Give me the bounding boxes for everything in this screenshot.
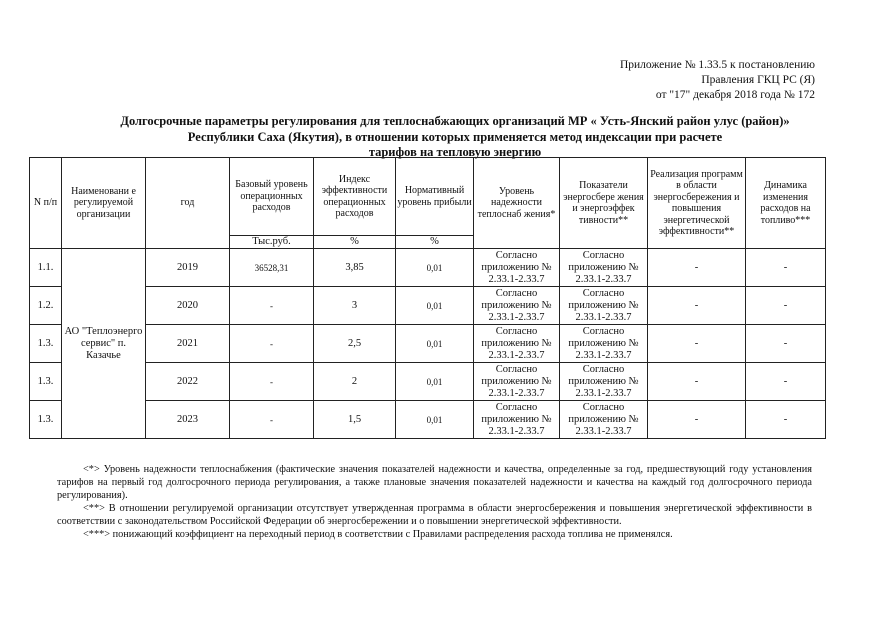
cell-programs: - [648, 249, 746, 287]
annex-line-1: Приложение № 1.33.5 к постановлению [619, 59, 815, 71]
table-row [30, 325, 826, 363]
cell-reliability: Согласно приложению № 2.33.1-2.33.7 [474, 325, 560, 363]
header-base: Базовый уровень операционных расходов [230, 158, 314, 236]
unit-profit: % [396, 236, 474, 249]
cell-programs: - [648, 363, 746, 401]
cell-programs: - [648, 287, 746, 325]
cell-index: 2,5 [314, 325, 396, 363]
cell-num: 1.3. [30, 401, 62, 439]
cell-base: 36528,31 [230, 249, 314, 287]
cell-profit: 0,01 [396, 249, 474, 287]
cell-reliability: Согласно приложению № 2.33.1-2.33.7 [474, 287, 560, 325]
cell-energy: Согласно приложению № 2.33.1-2.33.7 [560, 249, 648, 287]
cell-profit: 0,01 [396, 287, 474, 325]
cell-index: 2 [314, 363, 396, 401]
cell-base: - [230, 401, 314, 439]
cell-reliability: Согласно приложению № 2.33.1-2.33.7 [474, 249, 560, 287]
title-line-3: тарифов на тепловую энергию [368, 145, 542, 159]
header-year: год [146, 158, 230, 249]
table-row [30, 401, 826, 439]
cell-year: 2020 [146, 287, 230, 325]
cell-programs: - [648, 401, 746, 439]
annex-line-3: от "17" декабря 2018 года № 172 [655, 89, 815, 101]
header-energy: Показатели энергосбере жения и энергоэффек тивности** [560, 158, 648, 249]
cell-org-name: АО "Теплоэнерго сервис" п. Казачье [62, 249, 146, 439]
footnote-reliability: <*> Уровень надежности теплоснабжения (фактические значения показателей надежности и качества, определенные за год, предшествующий году установления тарифов на первый год долгосрочного периода регулирования, а также плановые значения показателей надежности и качества на каждый год долгосрочного периода регулирования). [57, 464, 812, 501]
cell-num: 1.3. [30, 363, 62, 401]
cell-num: 1.3. [30, 325, 62, 363]
footnote-energy-efficiency: <**> В отношении регулируемой организации отсутствует утвержденная программа в области энергосбережения и повышения энергетической эффективности в соответствии с законодательством Российской Федерации об энергосбережении и о повышении энергетической эффективности. [57, 503, 812, 527]
parameters-table [29, 157, 826, 439]
table-row [30, 287, 826, 325]
cell-energy: Согласно приложению № 2.33.1-2.33.7 [560, 363, 648, 401]
header-org: Наименовани е регулируемой организации [62, 158, 146, 249]
cell-num: 1.2. [30, 287, 62, 325]
cell-base: - [230, 363, 314, 401]
cell-fuel: - [746, 401, 826, 439]
cell-year: 2023 [146, 401, 230, 439]
header-num: N п/п [30, 158, 62, 249]
cell-energy: Согласно приложению № 2.33.1-2.33.7 [560, 287, 648, 325]
cell-energy: Согласно приложению № 2.33.1-2.33.7 [560, 325, 648, 363]
cell-base: - [230, 325, 314, 363]
cell-base: - [230, 287, 314, 325]
table-row [30, 249, 826, 287]
footnote-fuel: <***> понижающий коэффициент на переходный период в соответствии с Правилами распределения расхода топлива не применялся. [83, 529, 673, 540]
cell-reliability: Согласно приложению № 2.33.1-2.33.7 [474, 363, 560, 401]
cell-index: 3 [314, 287, 396, 325]
cell-year: 2022 [146, 363, 230, 401]
table-row [30, 363, 826, 401]
cell-year: 2021 [146, 325, 230, 363]
title-line-2: Республики Саха (Якутия), в отношении которых применяется метод индексации при расчете [187, 129, 723, 144]
cell-fuel: - [746, 325, 826, 363]
document-title [60, 114, 850, 161]
cell-fuel: - [746, 249, 826, 287]
unit-index: % [314, 236, 396, 249]
header-programs: Реализация программ в области энергосбережения и повышения энергетической эффективности** [648, 158, 746, 249]
header-reliability: Уровень надежности теплоснаб жения* [474, 158, 560, 249]
cell-reliability: Согласно приложению № 2.33.1-2.33.7 [474, 401, 560, 439]
annex-header [620, 58, 815, 103]
cell-year: 2019 [146, 249, 230, 287]
cell-profit: 0,01 [396, 363, 474, 401]
cell-index: 1,5 [314, 401, 396, 439]
cell-programs: - [648, 325, 746, 363]
cell-num: 1.1. [30, 249, 62, 287]
header-fuel: Динамика изменения расходов на топливо*** [746, 158, 826, 249]
cell-profit: 0,01 [396, 401, 474, 439]
annex-line-2: Правления ГКЦ РС (Я) [701, 74, 815, 86]
cell-fuel: - [746, 287, 826, 325]
table-header-row [30, 158, 826, 236]
title-line-1: Долгосрочные параметры регулирования для теплоснабжающих организаций МР « Усть-Янский район улус (район)» [120, 114, 790, 128]
unit-base: Тыс.руб. [230, 236, 314, 249]
cell-index: 3,85 [314, 249, 396, 287]
cell-fuel: - [746, 363, 826, 401]
header-profit: Нормативный уровень прибыли [396, 158, 474, 236]
cell-energy: Согласно приложению № 2.33.1-2.33.7 [560, 401, 648, 439]
footnotes [57, 463, 812, 541]
header-index: Индекс эффективности операционных расходов [314, 158, 396, 236]
cell-profit: 0,01 [396, 325, 474, 363]
